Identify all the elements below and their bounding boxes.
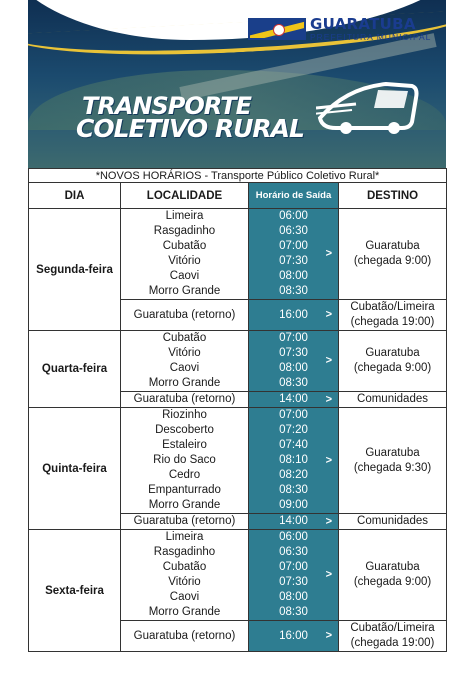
locality-name: Cubatão [162,240,207,252]
locality-name: Guaratuba (retorno) [133,515,236,527]
departure-time: 16:00 [279,629,308,642]
locality-cell [121,392,249,408]
locality-name: Caovi [169,270,200,282]
logo-title: GUARATUBA [310,14,416,33]
prefeitura-logo [248,14,448,44]
locality-cell [121,300,249,331]
destination-cell [339,530,447,621]
departure-time: 08:30 [279,285,308,297]
locality-name: Descoberto [155,424,214,436]
bus-icon [316,78,420,136]
locality-name: Vitório [168,576,201,588]
departure-time: 16:00 [279,308,308,321]
day-label: Segunda-feira [29,209,121,331]
logo-subtitle: PREFEITURA MUNICIPAL [310,31,432,42]
locality-cell [121,408,249,514]
departure-time-cell [249,514,339,530]
arrow-right-icon: > [325,247,332,260]
departure-time: 07:00 [279,561,308,573]
locality-name: Vitório [168,347,201,359]
destination-arrival-note: (chegada 9:00) [353,362,432,374]
schedule-row [29,209,447,300]
destination-name: Comunidades [357,393,428,405]
departure-time: 07:00 [279,240,308,252]
destination-cell [339,392,447,408]
departure-time-cell [249,408,339,514]
departure-time: 07:00 [279,409,308,421]
locality-cell [121,209,249,300]
locality-name: Cubatão [162,332,207,344]
locality-name: Guaratuba (retorno) [133,308,236,321]
departure-time: 08:30 [279,484,308,496]
table-header-row [29,183,447,209]
arrow-right-icon: > [325,354,332,367]
locality-name: Rio do Saco [153,454,216,466]
destination-arrival-note: (chegada 19:00) [350,637,435,649]
departure-time-cell [249,621,339,652]
destination-name: Guaratuba [365,240,420,252]
locality-name: Cedro [168,469,201,481]
destination-cell [339,209,447,300]
locality-name: Estaleiro [162,439,207,451]
day-label: Sexta-feira [29,530,121,652]
locality-name: Guaratuba (retorno) [133,393,236,405]
locality-name: Guaratuba (retorno) [133,629,236,642]
locality-name: Morro Grande [148,377,221,389]
destination-arrival-note: (chegada 9:00) [353,576,432,588]
locality-name: Morro Grande [148,606,221,618]
day-label: Quinta-feira [29,408,121,530]
locality-cell [121,331,249,392]
schedule-row [29,530,447,621]
departure-time: 07:30 [279,255,308,267]
destination-cell [339,621,447,652]
table-caption: *NOVOS HORÁRIOS - Transporte Público Coletivo Rural* [29,169,447,183]
destination-name: Comunidades [357,515,428,527]
destination-cell [339,408,447,514]
departure-time-cell [249,392,339,408]
locality-name: Caovi [169,591,200,603]
locality-name: Vitório [168,255,201,267]
destination-name: Guaratuba [365,446,420,459]
departure-time: 06:00 [279,210,308,222]
departure-time: 08:20 [279,469,308,481]
departure-time: 08:00 [279,362,308,374]
departure-time: 09:00 [279,499,308,511]
departure-time: 07:40 [279,439,308,451]
departure-time: 06:00 [279,531,308,543]
departure-time: 08:30 [279,377,308,389]
column-header-locality: LOCALIDADE [121,183,249,209]
departure-time: 08:00 [279,270,308,282]
destination-cell [339,300,447,331]
day-label: Quarta-feira [29,331,121,408]
title-line-2: COLETIVO RURAL [76,114,304,143]
locality-name: Cubatão [162,561,207,573]
destination-cell [339,514,447,530]
locality-cell [121,530,249,621]
schedule-table [28,168,447,652]
departure-time: 14:00 [279,515,308,527]
column-header-destination: DESTINO [339,183,447,209]
arrow-right-icon: > [325,454,332,466]
departure-time-cell [249,331,339,392]
guaratuba-flag-icon [248,18,306,40]
destination-arrival-note: (chegada 9:30) [353,461,432,474]
locality-cell [121,514,249,530]
departure-time: 08:00 [279,591,308,603]
locality-name: Rasgadinho [153,225,216,237]
destination-name: Guaratuba [365,347,420,359]
locality-cell [121,621,249,652]
locality-name: Limeira [165,531,204,543]
locality-name: Rasgadinho [153,546,216,558]
arrow-right-icon: > [325,629,332,642]
departure-time-cell [249,209,339,300]
departure-time: 07:30 [279,347,308,359]
destination-name: Cubatão/Limeira [350,622,435,634]
departure-time: 08:30 [279,606,308,618]
locality-name: Morro Grande [148,285,221,297]
column-header-day: DIA [29,183,121,209]
destination-arrival-note: (chegada 9:00) [353,255,432,267]
destination-cell [339,331,447,392]
departure-time: 07:00 [279,332,308,344]
departure-time: 14:00 [279,393,308,405]
schedule-row [29,408,447,514]
arrow-right-icon: > [325,393,332,405]
locality-name: Morro Grande [148,499,221,511]
departure-time: 06:30 [279,546,308,558]
locality-name: Empanturrado [148,484,221,496]
schedule-row [29,331,447,392]
arrow-right-icon: > [325,308,332,321]
title-line-1: TRANSPORTE [82,92,251,120]
arrow-right-icon: > [325,515,332,527]
departure-time: 08:10 [279,454,308,466]
arrow-right-icon: > [325,568,332,581]
locality-name: Riozinho [162,409,207,421]
departure-time-cell [249,300,339,331]
departure-time: 07:30 [279,576,308,588]
locality-name: Limeira [165,210,204,222]
destination-name: Guaratuba [365,561,420,573]
destination-name: Cubatão/Limeira [350,301,435,313]
departure-time-cell [249,530,339,621]
destination-arrival-note: (chegada 19:00) [350,316,435,328]
locality-name: Caovi [169,362,200,374]
column-header-departure-time: Horário de Saída [249,183,339,209]
departure-time: 07:20 [279,424,308,436]
departure-time: 06:30 [279,225,308,237]
